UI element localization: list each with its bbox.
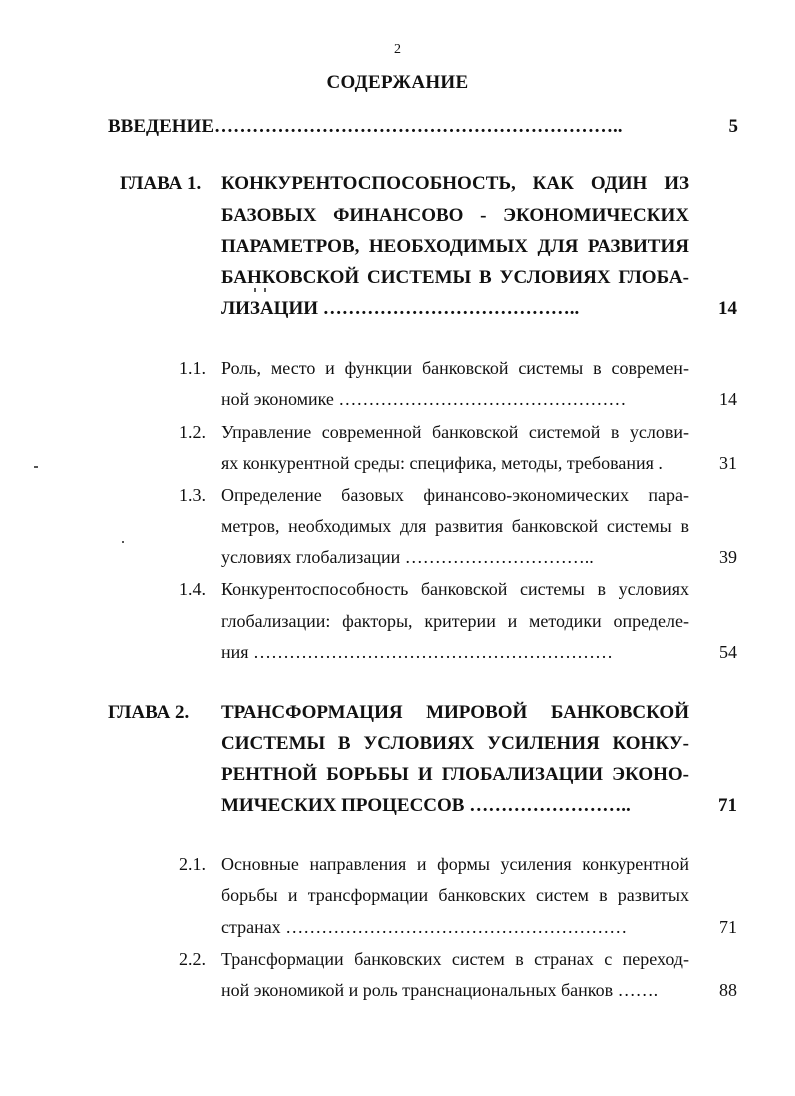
section-2-1-line-2: борьбы и трансформации банковских систем в развитых xyxy=(221,885,689,905)
leader-dots: …………………….. xyxy=(469,795,631,816)
section-1-3-num: 1.3. xyxy=(179,485,206,505)
leader-dots: ……………………………………………………….. xyxy=(214,116,623,137)
section-1-3-page: 39 xyxy=(719,547,737,567)
leader-dots: ………………………………………………… xyxy=(285,917,628,937)
toc-entry-chapter-1[interactable] xyxy=(221,298,691,320)
chapter-1-title-line-1: КОНКУРЕНТОСПОСОБНОСТЬ, КАК ОДИН ИЗ xyxy=(221,173,689,194)
leader-dots: ………………………………….. xyxy=(322,298,580,319)
leader-dots: ………………………….. xyxy=(404,547,594,567)
page-number: 2 xyxy=(394,42,401,57)
section-1-1-num: 1.1. xyxy=(179,358,206,378)
section-1-4-line-2: глобализации: факторы, критерии и методики определе- xyxy=(221,611,689,631)
section-1-2-page: 31 xyxy=(719,453,737,473)
toc-entry-section-1-4[interactable]: ния …………………………………………………… xyxy=(221,642,614,662)
section-1-1-page: 14 xyxy=(719,389,737,409)
scan-speck xyxy=(122,541,124,543)
toc-entry-chapter-2[interactable] xyxy=(221,795,691,817)
scan-speck xyxy=(254,288,256,292)
leader-dots: . xyxy=(658,453,663,473)
section-2-2-page: 88 xyxy=(719,980,737,1000)
chapter-1-label: ГЛАВА 1. xyxy=(120,173,202,194)
section-2-1-line-1: Основные направления и формы усиления конкурентной xyxy=(221,854,689,874)
page-title: СОДЕРЖАНИЕ xyxy=(326,72,469,93)
chapter-2-title-line-3: РЕНТНОЙ БОРЬБЫ И ГЛОБАЛИЗАЦИИ ЭКОНО- xyxy=(221,764,689,785)
section-1-3-line-2: метров, необходимых для развития банковской системы в xyxy=(221,516,689,536)
toc-entry-intro[interactable] xyxy=(108,116,688,138)
section-2-2-num: 2.2. xyxy=(179,949,206,969)
chapter-1-title-end: ЛИЗАЦИИ xyxy=(221,298,319,319)
section-1-4-line-1: Конкурентоспособность банковской системы в условиях xyxy=(221,579,689,599)
section-1-2-line-1: Управление современной банковской системой в услови- xyxy=(221,422,689,442)
scan-speck xyxy=(34,466,38,468)
toc-entry-section-1-2[interactable]: ях конкурентной среды: специфика, методы, требования . xyxy=(221,453,663,473)
chapter-1-title-line-2: БАЗОВЫХ ФИНАНСОВО - ЭКОНОМИЧЕСКИХ xyxy=(221,205,689,226)
leader-dots: …………………………………………………… xyxy=(253,642,614,662)
chapter-1-title-line-4: БАНКОВСКОЙ СИСТЕМЫ В УСЛОВИЯХ ГЛОБА- xyxy=(221,267,689,288)
chapter-2-title-line-1: ТРАНСФОРМАЦИЯ МИРОВОЙ БАНКОВСКОЙ xyxy=(221,702,689,723)
toc-entry-section-2-1[interactable]: странах ………………………………………………… xyxy=(221,917,628,937)
toc-entry-section-1-3[interactable]: условиях глобализации ………………………….. xyxy=(221,547,594,567)
toc-intro-page: 5 xyxy=(728,116,738,137)
section-1-4-page: 54 xyxy=(719,642,737,662)
chapter-2-title-end: МИЧЕСКИХ ПРОЦЕССОВ xyxy=(221,795,465,816)
section-1-2-num: 1.2. xyxy=(179,422,206,442)
chapter-1-page: 14 xyxy=(718,298,737,319)
toc-entry-section-2-2[interactable]: ной экономикой и роль транснациональных банков ……. xyxy=(221,980,659,1000)
leader-dots: ……. xyxy=(617,980,659,1000)
chapter-2-title-line-2: СИСТЕМЫ В УСЛОВИЯХ УСИЛЕНИЯ КОНКУ- xyxy=(221,733,689,754)
chapter-1-title-line-3: ПАРАМЕТРОВ, НЕОБХОДИМЫХ ДЛЯ РАЗВИТИЯ xyxy=(221,236,689,257)
scan-speck xyxy=(264,288,266,292)
section-1-1-line-1: Роль, место и функции банковской системы в современ- xyxy=(221,358,689,378)
toc-intro-label: ВВЕДЕНИЕ xyxy=(108,116,214,137)
chapter-2-page: 71 xyxy=(718,795,737,816)
leader-dots: ………………………………………… xyxy=(338,389,627,409)
toc-entry-section-1-1[interactable]: ной экономике ………………………………………… xyxy=(221,389,627,409)
chapter-2-label: ГЛАВА 2. xyxy=(108,702,190,723)
section-2-1-num: 2.1. xyxy=(179,854,206,874)
section-2-2-line-1: Трансформации банковских систем в странах с переход- xyxy=(221,949,689,969)
section-2-1-page: 71 xyxy=(719,917,737,937)
section-1-3-line-1: Определение базовых финансово-экономических пара- xyxy=(221,485,689,505)
section-1-4-num: 1.4. xyxy=(179,579,206,599)
